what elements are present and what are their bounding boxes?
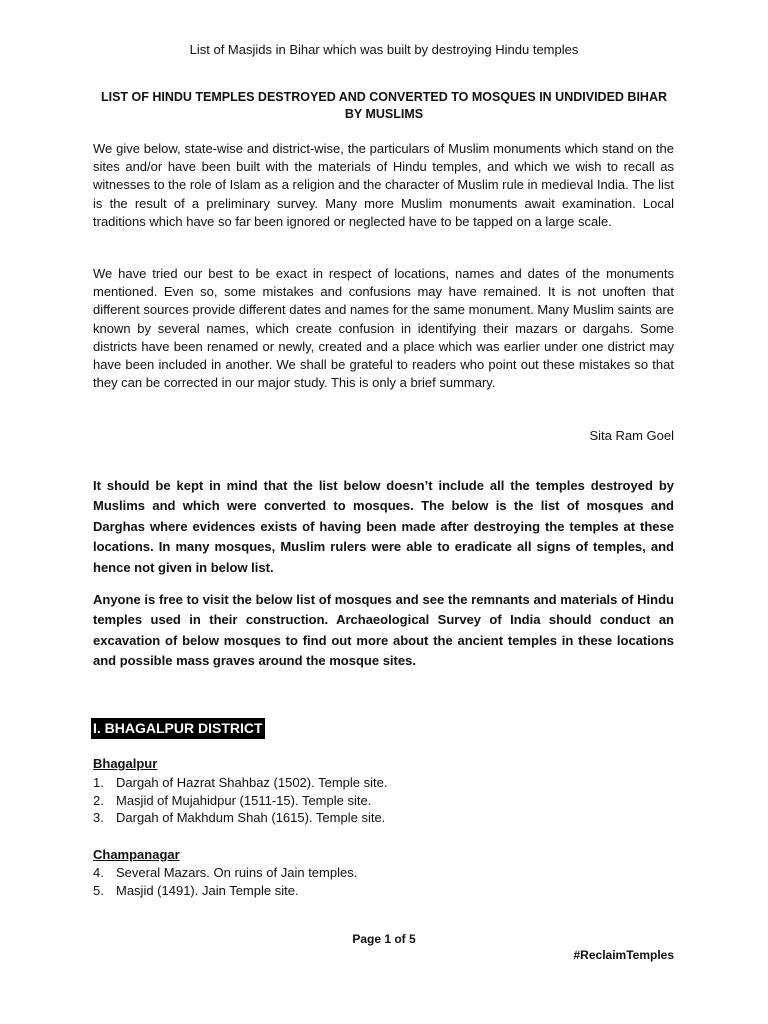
list-item	[93, 792, 387, 810]
group-list-bhagalpur	[93, 774, 387, 827]
list-item	[93, 882, 357, 900]
page-header: List of Masjids in Bihar which was built by destroying Hindu temples	[189, 42, 579, 57]
list-item-text: Several Mazars. On ruins of Jain temples.	[116, 865, 358, 880]
list-item-number: 3.	[93, 810, 104, 825]
list-item-text: Dargah of Makhdum Shah (1615). Temple site.	[116, 810, 386, 825]
group-list-champanagar	[93, 864, 357, 899]
intro-paragraph-1: We give below, state-wise and district-wise, the particulars of Muslim monuments which stand on the sites and/or have been built with the materials of Hindu temples, and which we wish to recall as witnesses to the role of Islam as a religion and the character of Muslim rule in medieval India. The list is the result of a preliminary survey. Many more Muslim monuments await examination. Local traditions which have so far been ignored or neglected have to be tapped on a large scale.	[93, 141, 674, 229]
group-title-bhagalpur: Bhagalpur	[93, 756, 158, 771]
section-heading: I. BHAGALPUR DISTRICT	[91, 718, 265, 739]
list-item	[93, 809, 387, 827]
list-item-number: 5.	[93, 882, 104, 898]
note-paragraph-1: It should be kept in mind that the list below doesn’t include all the temples destroyed by Muslims and which were converted to mosques. The below is the list of mosques and Darghas where evidences exists of having been made after destroying the temples at these locations. In many mosques, Muslim rulers were able to eradicate all signs of temples, and hence not given in below list.	[93, 478, 674, 575]
author-signature: Sita Ram Goel	[589, 428, 674, 443]
document-title: LIST OF HINDU TEMPLES DESTROYED AND CONVERTED TO MOSQUES IN UNDIVIDED BIHAR BY MUSLIMS	[100, 90, 667, 121]
list-item-number: 4.	[93, 865, 104, 880]
list-item-number: 1.	[93, 775, 104, 790]
group-title-champanagar: Champanagar	[93, 847, 180, 862]
list-item-text: Masjid of Mujahidpur (1511-15). Temple site.	[116, 792, 372, 808]
list-item	[93, 864, 357, 882]
page-number: Page 1 of 5	[352, 932, 416, 946]
note-paragraph-2: Anyone is free to visit the below list of mosques and see the remnants and materials of Hindu temples used in their construction. Archaeological Survey of India should conduct an excavation of below mosques to find out more about the ancient temples in these locations and possible mass graves around the mosque sites.	[93, 592, 674, 669]
list-item-text: Dargah of Hazrat Shahbaz (1502). Temple site.	[116, 775, 388, 790]
intro-paragraph-2: We have tried our best to be exact in respect of locations, names and dates of the monuments mentioned. Even so, some mistakes and confusions may have remained. It is not unoften that different sources provide different dates and names for the same monument. Many Muslim saints are known by several names, which create confusion in identifying their mazars or dargahs. Some districts have been renamed or newly, created and a place which was earlier under one district may have been included in another. We shall be grateful to readers who point out these mistakes so that they can be corrected in our major study. This is only a brief summary.	[93, 266, 674, 391]
list-item-text: Masjid (1491). Jain Temple site.	[116, 882, 299, 898]
hashtag: #ReclaimTemples	[573, 948, 674, 962]
list-item	[93, 774, 387, 792]
list-item-number: 2.	[93, 792, 104, 808]
